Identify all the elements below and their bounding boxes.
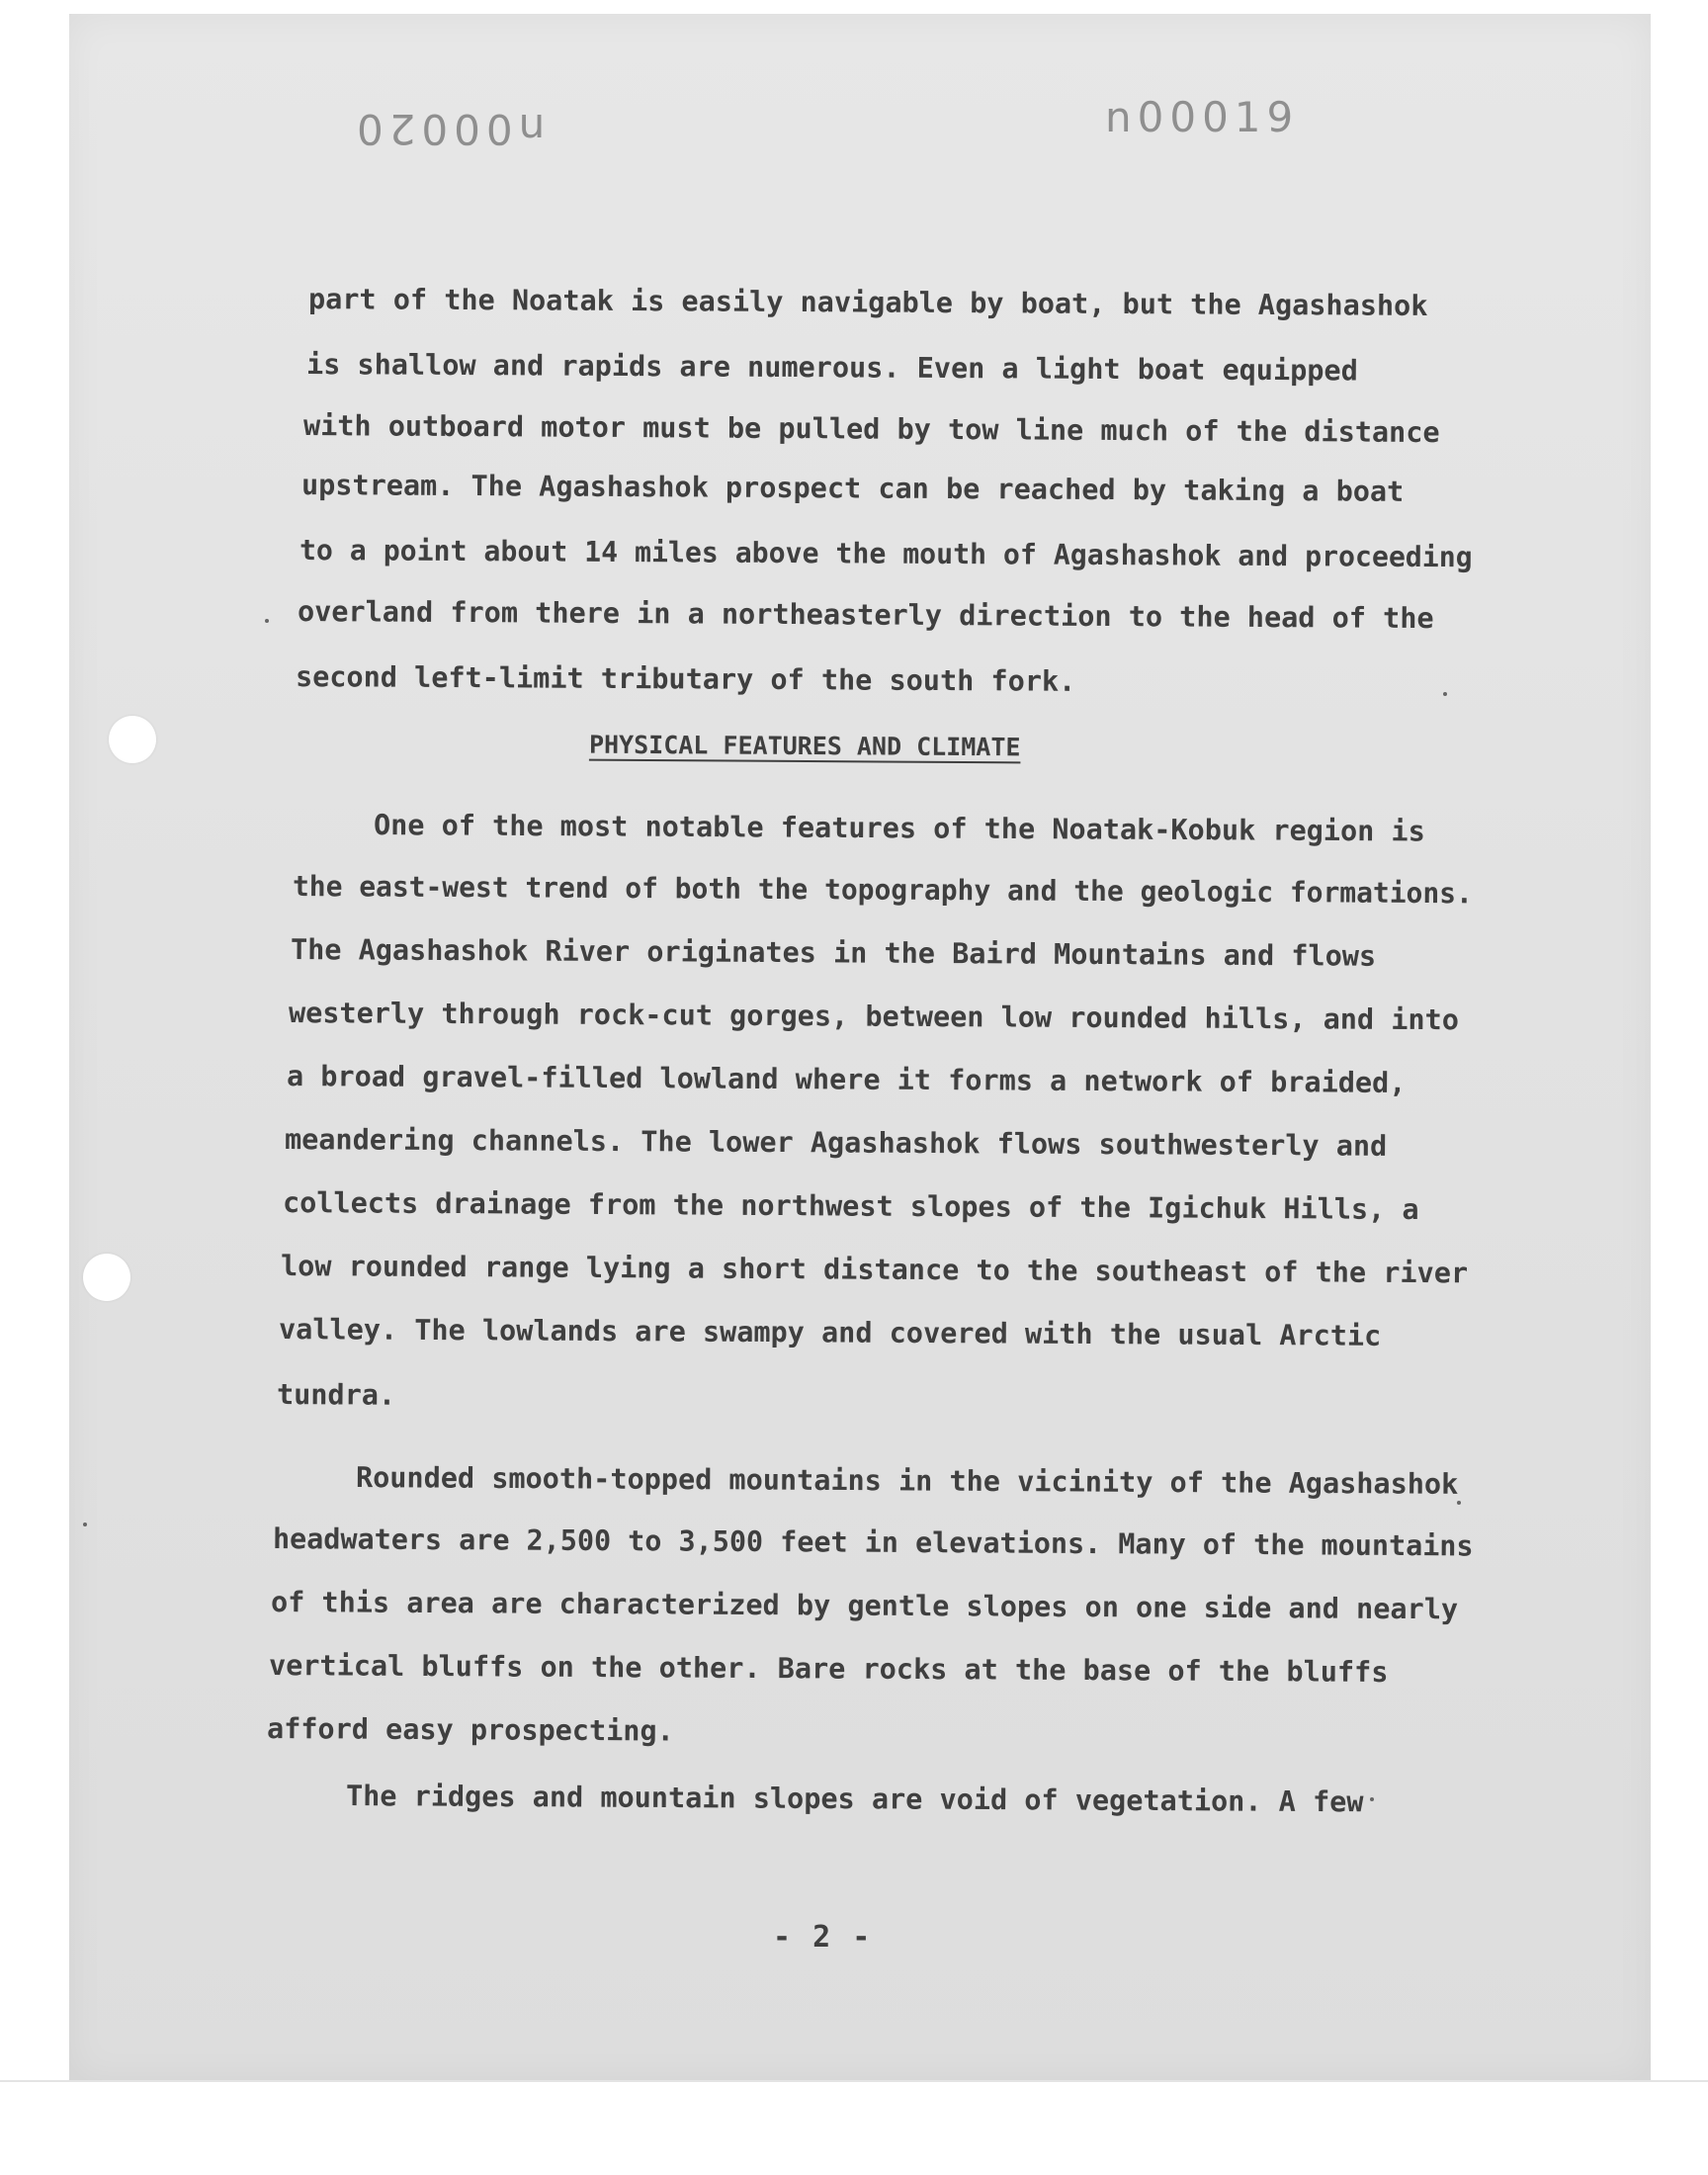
text-line: westerly through rock-cut gorges, between low rounded hills, and into bbox=[288, 997, 1460, 1037]
page-bottom-edge bbox=[0, 2080, 1708, 2082]
scan-speck bbox=[1457, 1501, 1461, 1505]
text-line: of this area are characterized by gentle slopes on one side and nearly bbox=[270, 1586, 1459, 1626]
scan-speck bbox=[83, 1522, 87, 1526]
text-line: low rounded range lying a short distance to the southeast of the river bbox=[280, 1250, 1469, 1290]
text-line: vertical bluffs on the other. Bare rocks at the base of the bluffs bbox=[268, 1649, 1389, 1689]
text-line: The Agashashok River originates in the Baird Mountains and flows bbox=[290, 933, 1377, 973]
text-line: with outboard motor must be pulled by tow line much of the distance bbox=[302, 409, 1440, 450]
text-line: afford easy prospecting. bbox=[266, 1712, 674, 1748]
text-line: part of the Noatak is easily navigable by boat, but the Agashashok bbox=[307, 283, 1428, 322]
text-line: headwaters are 2,500 to 3,500 feet in elevations. Many of the mountains bbox=[272, 1522, 1474, 1563]
page-stamp-right: n00019 bbox=[1105, 93, 1300, 141]
text-line: tundra. bbox=[276, 1378, 396, 1412]
text-line: second left-limit tributary of the south fork. bbox=[295, 660, 1076, 698]
text-line: The ridges and mountain slopes are void of vegetation. A few bbox=[345, 1780, 1364, 1819]
page-number: - 2 - bbox=[773, 1920, 873, 1955]
section-heading: PHYSICAL FEATURES AND CLIMATE bbox=[588, 730, 1021, 762]
page-stamp-left: n00020 bbox=[351, 105, 546, 153]
punch-hole-lower bbox=[83, 1254, 130, 1301]
scan-speck bbox=[265, 619, 269, 623]
text-line: the east-west trend of both the topography and the geologic formations. bbox=[292, 870, 1473, 911]
text-line: to a point about 14 miles above the mouth of Agashashok and proceeding bbox=[299, 534, 1473, 574]
text-line: is shallow and rapids are numerous. Even a light boat equipped bbox=[305, 348, 1358, 388]
text-line: meandering channels. The lower Agashashok flows southwesterly and bbox=[284, 1123, 1388, 1163]
text-line: One of the most notable features of the Noatak-Kobuk region is bbox=[373, 809, 1425, 848]
scan-speck bbox=[1370, 1797, 1374, 1801]
text-line: a broad gravel-filled lowland where it forms a network of braided, bbox=[286, 1060, 1407, 1099]
text-line: collects drainage from the northwest slopes of the Igichuk Hills, a bbox=[282, 1186, 1419, 1227]
scan-speck bbox=[1443, 692, 1447, 696]
document-page bbox=[69, 14, 1651, 2082]
text-line: overland from there in a northeasterly direction to the head of the bbox=[297, 595, 1434, 636]
text-line: valley. The lowlands are swampy and covered with the usual Arctic bbox=[278, 1313, 1382, 1352]
punch-hole-upper bbox=[109, 716, 156, 763]
text-line: Rounded smooth-topped mountains in the vicinity of the Agashashok bbox=[355, 1461, 1459, 1501]
text-line: upstream. The Agashashok prospect can be reached by taking a boat bbox=[300, 469, 1405, 508]
